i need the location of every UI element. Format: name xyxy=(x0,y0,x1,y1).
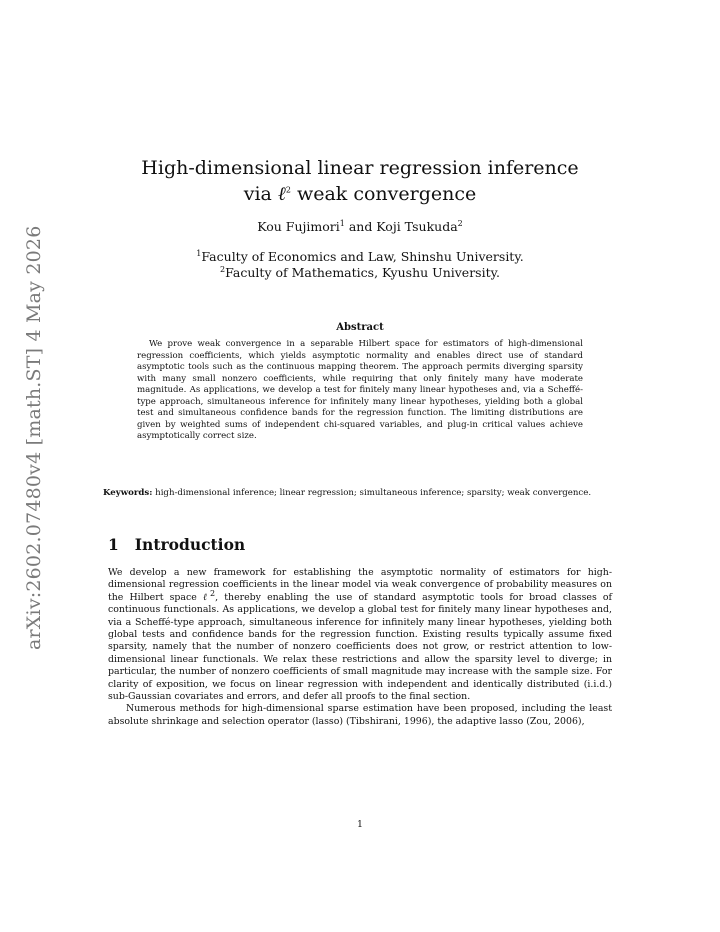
section-heading xyxy=(108,535,245,554)
author-conjunction: and xyxy=(344,219,377,234)
abstract-body: We prove weak convergence in a separable Hilbert space for estimators of high-dimensional regression coefficients, which yields asymptotic normality and enables direct use of standard asymptotic tools such as the continuous mapping theorem. The approach permits diverging sparsity with many small nonzero coefficients, while requiring that only finitely many have moderate magnitude. As applications, we develop a test for finitely many linear hypotheses and, via a Scheffé-type approach, simultaneous inference for infinitely many linear hypotheses, yielding both a global test and simultaneous confidence bands for the regression function. The limiting distributions are given by weighted sums of independent chi-squared variables, and plug-in critical values achieve asymptotically correct size. xyxy=(137,339,583,441)
section-title: Introduction xyxy=(134,535,246,554)
affiliation-item xyxy=(108,249,612,265)
page-number: 1 xyxy=(357,819,363,830)
author-name: Kou Fujimori xyxy=(257,219,340,234)
paper-title xyxy=(108,155,612,207)
ell-symbol: ℓ xyxy=(202,591,211,603)
abstract-heading: Abstract xyxy=(336,322,384,333)
title-prefix: via xyxy=(243,183,278,205)
affiliation-text: Faculty of Mathematics, Kyushu University. xyxy=(225,265,500,280)
paper-title-line-2 xyxy=(108,181,612,207)
paragraph: Numerous methods for high-dimensional sparse estimation have been proposed, including the least absolute shrinkage and selection operator (lasso) (Tibshirani, 1996), the adaptive lasso (Zou, 2006), xyxy=(108,703,612,727)
author-affiliation-mark: 1 xyxy=(339,218,345,228)
author-list xyxy=(108,219,612,234)
affiliation-item xyxy=(108,265,612,281)
introduction-text xyxy=(108,567,612,728)
arxiv-identifier-stamp xyxy=(20,225,48,650)
paragraph-text: , thereby enabling the use of standard asymptotic tools for broad classes of continuous functionals. As applications, we develop a global test for finitely many linear hypotheses and, via a Scheffé-type approach, simultaneous inference for infinitely many linear hypotheses, yielding both global tests and confidence bands for the regression function. Existing results typically assume fixed sparsity, namely that the number of nonzero coefficients does not grow, or restrict attention to low-dimensional linear functionals. We relax these restrictions and allow the sparsity level to diverge; in particular, the number of nonzero coefficients of small magnitude may increase with the sample size. For clarity of exposition, we focus on linear regression with independent and identically distributed (i.i.d.) sub-Gaussian covariates and errors, and defer all proofs to the final section. xyxy=(108,591,613,703)
superscript: 2 xyxy=(210,588,216,598)
affiliation-text: Faculty of Economics and Law, Shinshu University. xyxy=(201,249,524,264)
affiliation-list xyxy=(108,249,612,281)
section-number: 1 xyxy=(108,535,119,554)
arxiv-identifier-text: arXiv:2602.07480v4 [math.ST] 4 May 2026 xyxy=(23,225,45,650)
paragraph-text: We develop a new framework for establishing the asymptotic normality of estimators for high-dimensional regression coefficients in the linear model via weak convergence of probability measures on the Hilbert space xyxy=(108,567,612,603)
affiliation-mark: 1 xyxy=(196,248,202,258)
author-affiliation-mark: 2 xyxy=(457,218,463,228)
keywords-text: high-dimensional inference; linear regression; simultaneous inference; sparsity; weak convergence. xyxy=(152,488,592,498)
title-suffix: weak convergence xyxy=(290,183,477,205)
author-name: Koji Tsukuda xyxy=(376,219,458,234)
paper-title-line-1: High-dimensional linear regression inference xyxy=(141,157,579,179)
title-superscript: 2 xyxy=(285,185,291,195)
paragraph xyxy=(108,567,612,703)
title-ell-symbol: ℓ xyxy=(277,183,286,205)
keywords-line xyxy=(103,487,623,499)
title-block xyxy=(108,155,612,207)
keywords-label: Keywords: xyxy=(103,488,153,498)
affiliation-mark: 2 xyxy=(220,264,226,274)
